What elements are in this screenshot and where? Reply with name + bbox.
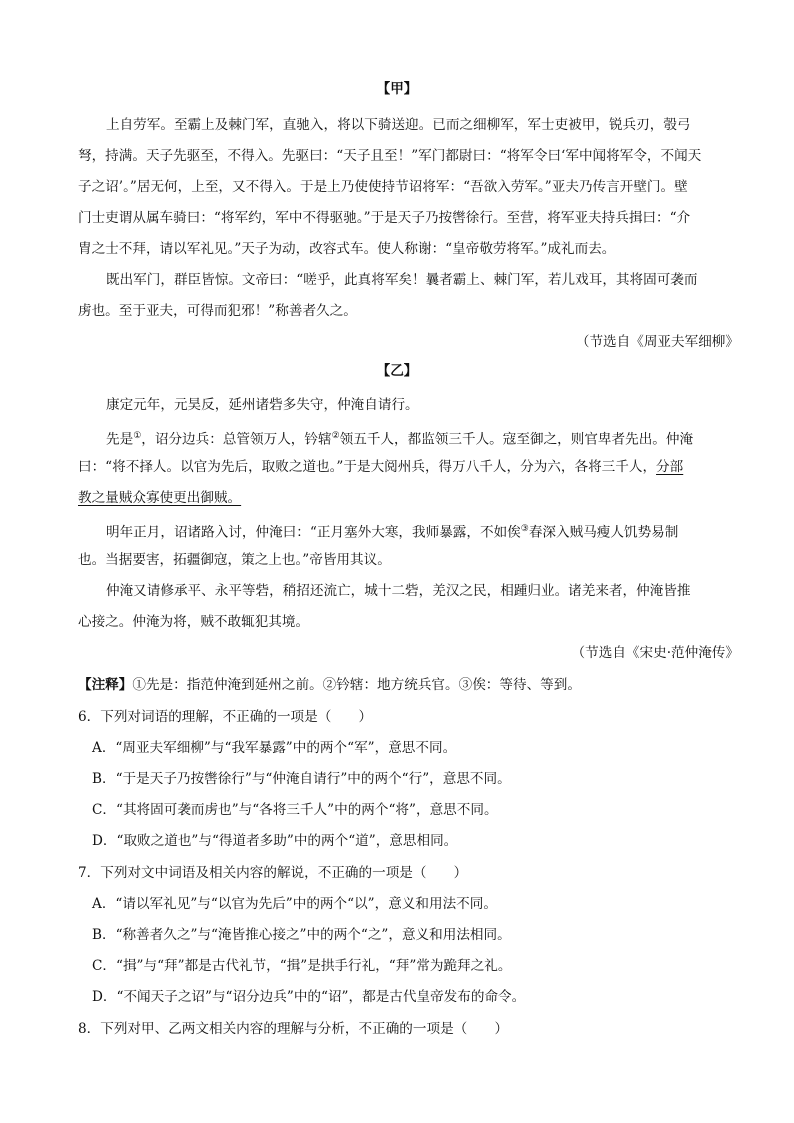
passage-yi-para-1: 康定元年，元昊反，延州诸砦多失守，仲淹自请行。 (106, 397, 419, 413)
footnote-marker-2: ② (331, 431, 340, 441)
text-segment: 春深入贼马瘦人饥势易制 (528, 524, 679, 541)
annotation-label: 【注释】 (78, 677, 133, 693)
passage-yi-source: （节选自《宋史·范仲淹传》 (571, 645, 739, 661)
underlined-sentence: 教之量贼众寡使更出御贼。 (78, 490, 242, 506)
annotation-text: ①先是：指范仲淹到延州之前。②钤辖：地方统兵官。③俟：等待、等到。 (132, 677, 581, 693)
passage-jia-line-1: 上自劳军。至霸上及棘门军，直驰入，将以下骑送迎。已而之细柳军，军士吏被甲，锐兵刃，彀弓 (106, 117, 691, 133)
passage-jia-line-3: 子之诏’。”居无何，上至，又不得入。于是上乃使使持节诏将军：“吾欲入劳军。”亚夫乃传言开壁门。壁 (78, 179, 688, 195)
underlined-sentence: 分部 (656, 459, 684, 475)
question-7-stem: 7．下列对文中词语及相关内容的解说，不正确的一项是（ ） (78, 865, 468, 881)
annotation-line (78, 676, 581, 694)
passage-jia-line-4: 门士吏谓从属车骑曰：“将军约，军中不得驱驰。”于是天子乃按辔徐行。至营，将军亚夫持兵揖曰：“介 (78, 210, 691, 226)
passage-yi-para-2-line-1 (106, 427, 693, 449)
passage-jia-heading: 【甲】 (376, 81, 418, 97)
question-7-option-b: B．“称善者久之”与“淹皆推心接之”中的两个“之”，意义和用法相同。 (92, 927, 511, 943)
text-segment: 先是 (106, 431, 134, 448)
passage-yi-para-2-line-2 (78, 458, 683, 476)
question-6-option-b: B．“于是天子乃按辔徐行”与“仲淹自请行”中的两个“行”，意思不同。 (92, 771, 511, 787)
question-6-option-d: D．“取败之道也”与“得道者多助”中的两个“道”，意思相同。 (92, 833, 458, 849)
footnote-marker-3: ③ (520, 524, 529, 534)
passage-jia-line-2: 弩，持满。天子先驱至，不得入。先驱曰：“天子且至！”军门都尉曰：“将军令曰‘军中闻将军令，不闻天 (78, 148, 702, 164)
text-segment: 领五千人，都监领三千人。寇至御之，则官卑者先出。仲淹 (339, 431, 694, 448)
question-6-option-c: C．“其将固可袭而虏也”与“各将三千人”中的两个“将”，意思不同。 (92, 802, 498, 818)
question-7-option-d: D．“不闻天子之诏”与“诏分边兵”中的“诏”，都是古代皇帝发布的命令。 (92, 989, 526, 1005)
text-segment: 明年正月，诏诸路入讨，仲淹曰：“正月塞外大寒，我师暴露，不如俟 (106, 524, 521, 541)
text-segment: 曰：“将不择人。以官为先后，取败之道也。”于是大阅州兵，得万八千人，分为六，各将三千人， (78, 459, 657, 475)
passage-yi-heading: 【乙】 (376, 363, 418, 379)
passage-jia-line-5: 胄之士不拜，请以军礼见。”天子为动，改容式车。使人称谢：“皇帝敬劳将军。”成礼而去。 (78, 241, 616, 257)
passage-yi-para-4-line-1: 仲淹又请修承平、永平等砦，稍招还流亡，城十二砦，羌汉之民，相踵归业。诸羌来者，仲淹皆推 (106, 583, 691, 599)
passage-jia-source: （节选自《周亚夫军细柳》 (575, 334, 739, 350)
passage-yi-para-2-line-3 (78, 489, 241, 507)
passage-yi-para-4-line-2: 心接之。仲淹为将，贼不敢辄犯其境。 (78, 614, 310, 630)
text-segment: ，诏分边兵：总管领万人，钤辖 (141, 431, 332, 448)
passage-jia-line-7: 虏也。至于亚夫，可得而犯邪！”称善者久之。 (78, 303, 357, 319)
question-6-stem: 6．下列对词语的理解，不正确的一项是（ ） (78, 709, 373, 725)
question-6-option-a: A．“周亚夫军细柳”与“我军暴露”中的两个“军”，意思不同。 (92, 740, 457, 756)
passage-jia-line-6: 既出军门，群臣皆惊。文帝曰：“嗟乎，此真将军矣！曩者霸上、棘门军，若儿戏耳，其将固可袭而 (106, 272, 698, 288)
passage-yi-para-3-line-2: 也。当据要害，拓疆御寇，策之上也。”帝皆用其议。 (78, 552, 391, 568)
question-7-option-c: C．“揖”与“拜”都是古代礼节，“揖”是拱手行礼，“拜”常为跪拜之礼。 (92, 958, 512, 974)
question-8-stem: 8．下列对甲、乙两文相关内容的理解与分析，不正确的一项是（ ） (78, 1021, 509, 1037)
passage-yi-para-3-line-1 (106, 520, 678, 542)
question-7-option-a: A．“请以军礼见”与“以官为先后”中的两个“以”，意义和用法不同。 (92, 896, 497, 912)
footnote-marker-1: ① (133, 431, 142, 441)
